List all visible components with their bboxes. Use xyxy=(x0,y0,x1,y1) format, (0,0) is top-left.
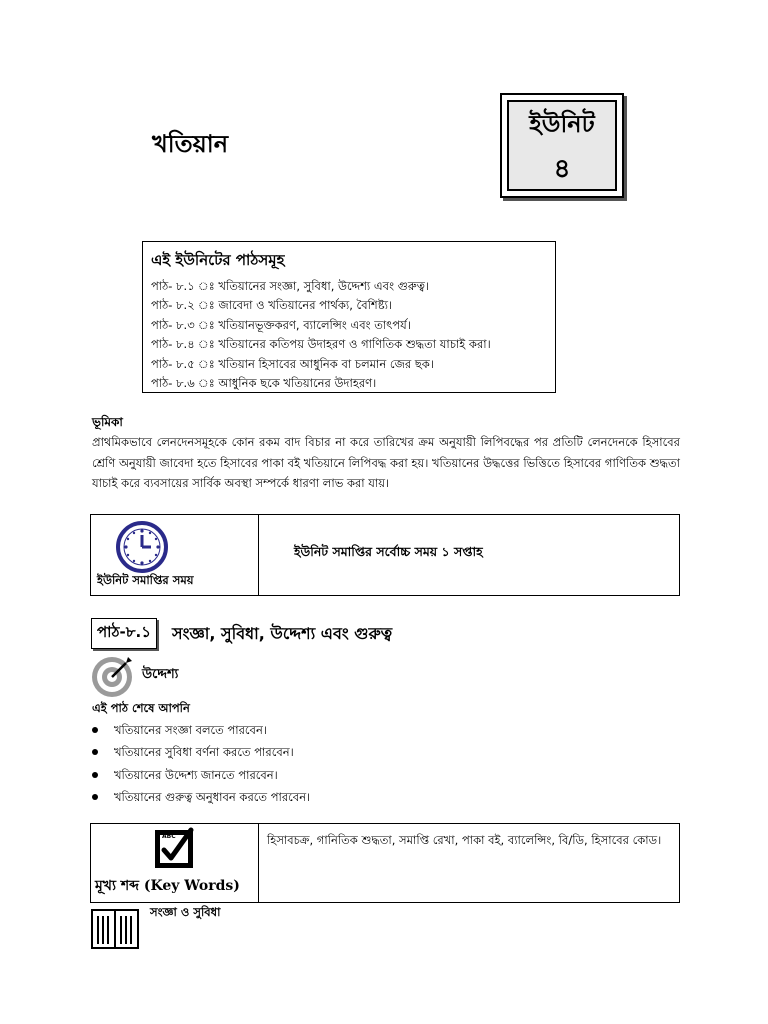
objectives-list xyxy=(92,719,310,808)
unit-box-inner xyxy=(507,100,617,191)
lesson-item: পাঠ- ৮.২ ঃ জাবেদা ও খতিয়ানের পার্থক্য, বৈশিষ্ট্য। xyxy=(151,298,393,313)
lesson-item: পাঠ- ৮.১ ঃ খতিয়ানের সংজ্ঞা, সুবিধা, উদ্দেশ্য এবং গুরুত্ব। xyxy=(151,279,429,293)
objective-text: খতিয়ানের সংজ্ঞা বলতে পারবেন। xyxy=(114,723,267,737)
after-lesson-heading: এই পাঠ শেষে আপনি xyxy=(92,701,190,715)
keywords-table xyxy=(90,823,680,903)
objective-item xyxy=(92,741,310,763)
objective-item xyxy=(92,719,310,741)
objective-label: উদ্দেশ্য xyxy=(142,667,179,682)
completion-time-cell xyxy=(91,515,259,595)
clock-icon xyxy=(115,520,169,574)
lesson-item: পাঠ- ৮.৩ ঃ খতিয়ানভূক্তকরণ, ব্যালেন্সিং এবং তাৎপর্য। xyxy=(151,317,411,332)
objective-text: খতিয়ানের উদ্দেশ্য জানতে পারবেন। xyxy=(114,767,278,782)
lessons-title: এই ইউনিটের পাঠসমূহ xyxy=(151,251,285,269)
bullet-icon xyxy=(92,772,98,778)
completion-time-text: ইউনিট সমাপ্তির সর্বোচ্চ সময় ১ সপ্তাহ xyxy=(294,544,483,559)
book-icon xyxy=(90,906,140,950)
chapter-title: খতিয়ান xyxy=(152,130,229,158)
keywords-caption: মূখ্য শব্দ (Key Words) xyxy=(95,878,240,894)
bullet-icon xyxy=(92,727,98,733)
intro-paragraph: প্রাথমিকভাবে লেনদেনসমূহকে কোন রকম বাদ বিচার না করে তারিখের ক্রম অনুযায়ী লিপিবদ্ধের পর প্রতিটি লেনদেনকে হিসাবের শ্রেণি অনুযায়ী জাবেদা হতে হিসাবের পাকা বই খতিয়ানে লিপিবদ্ধ করা হয়। খতিয়ানের উদ্ধত্তের ভিত্তিতে হিসাবের গাণিতিক শুদ্ধতা যাচাই করে ব্যবসায়ের সার্বিক অবস্থা সম্পর্কে ধারণা লাভ করা যায়। xyxy=(92,435,680,490)
unit-number: ৪ xyxy=(553,154,571,184)
checkbox-icon-label: ABC xyxy=(162,833,176,840)
subsection-heading: সংজ্ঞা ও সুবিধা xyxy=(150,905,221,919)
objective-item xyxy=(92,786,310,808)
unit-label: ইউনিট xyxy=(529,110,595,138)
bullet-icon xyxy=(92,749,98,755)
lesson-item: পাঠ- ৮.৫ ঃ খতিয়ান হিসাবের আধুনিক বা চলমান জের ছক। xyxy=(151,356,434,371)
lesson-tag: পাঠ-৮.১ xyxy=(91,618,157,649)
objective-text: খতিয়ানের সুবিধা বর্ণনা করতে পারবেন। xyxy=(114,745,294,760)
keywords-text: হিসাবচক্র, গানিতিক শুদ্ধতা, সমাপ্তি রেখা, পাকা বই, ব্যালেন্সিং, বি/ডি, হিসাবের কোড। xyxy=(267,833,662,847)
unit-box xyxy=(500,93,624,198)
bullet-icon xyxy=(92,794,98,800)
lesson-heading: সংজ্ঞা, সুবিধা, উদ্দেশ্য এবং গুরুত্ব xyxy=(172,624,393,643)
keywords-cell xyxy=(91,824,259,902)
completion-time-table xyxy=(90,514,680,596)
objective-item xyxy=(92,764,310,786)
checkbox-icon xyxy=(151,824,199,872)
target-icon xyxy=(90,655,134,699)
completion-time-caption: ইউনিট সমাপ্তির সময় xyxy=(97,573,194,587)
lesson-item: পাঠ- ৮.৬ ঃ আধুনিক ছকে খতিয়ানের উদাহরণ। xyxy=(151,376,377,391)
lesson-item: পাঠ- ৮.৪ ঃ খতিয়ানের কতিপয় উদাহরণ ও গাণিতিক শুদ্ধতা যাচাই করা। xyxy=(151,337,491,352)
lessons-box xyxy=(142,241,556,393)
objective-text: খতিয়ানের গুরুত্ব অনুধাবন করতে পারবেন। xyxy=(114,789,311,804)
intro-heading: ভূমিকা xyxy=(92,415,123,429)
